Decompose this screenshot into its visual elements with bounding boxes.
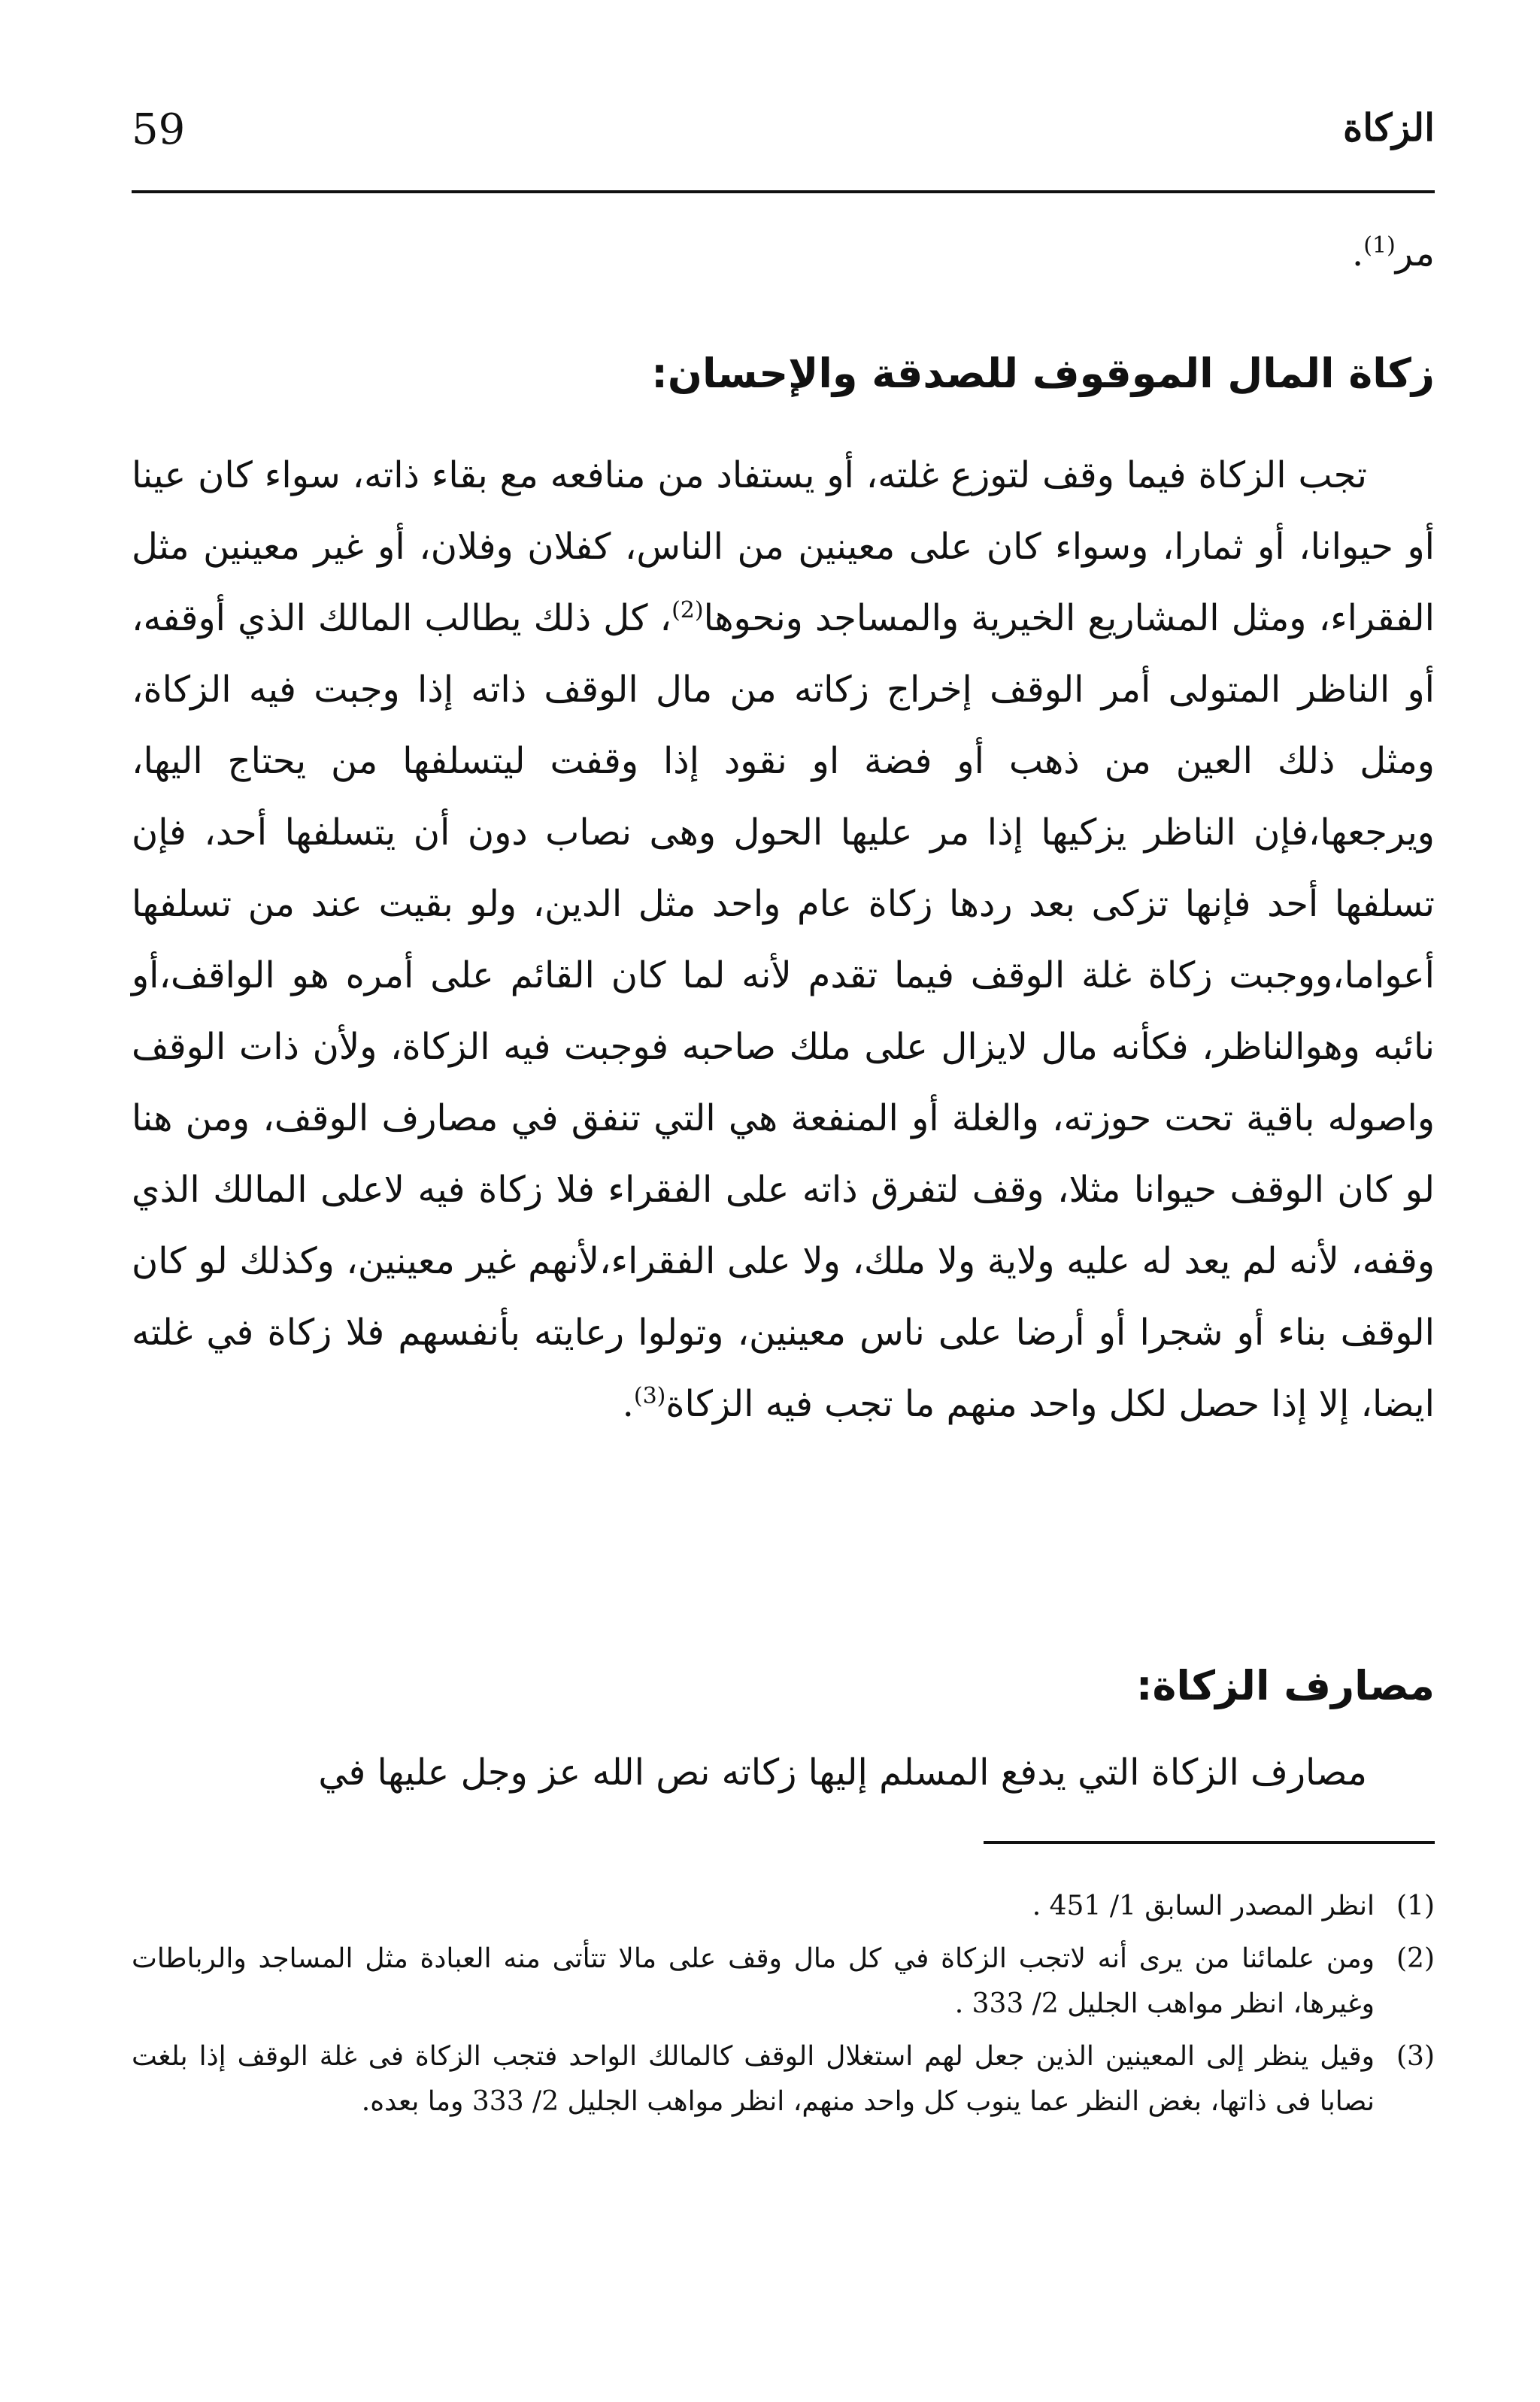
footnote-text: انظر المصدر السابق 1/ 451 . bbox=[1032, 1891, 1375, 1921]
section-heading-zakat-recipients: مصارف الزكاة: bbox=[1135, 1662, 1435, 1709]
note-reference-3: (3) bbox=[633, 1383, 666, 1409]
note-reference-2: (2) bbox=[671, 597, 704, 623]
header-divider bbox=[132, 190, 1435, 193]
footnote-number: (2) bbox=[1396, 1943, 1435, 1974]
running-title: الزكاة bbox=[1343, 105, 1435, 150]
paragraph-zakat-recipients: مصارف الزكاة التي يدفع المسلم إليها زكاته نص الله عز وجل عليها في bbox=[318, 1751, 1367, 1794]
footnotes bbox=[132, 1884, 1435, 2132]
footnote-item bbox=[132, 2034, 1435, 2124]
footnote-text: ومن علمائنا من يرى أنه لاتجب الزكاة في كل مال وقف على مالا تتأتى منه العبادة مثل المساجد والرباطات وغيرها، انظر مواهب الجليل 2/ 333 . bbox=[132, 1943, 1375, 2019]
footnote-number: (1) bbox=[1396, 1891, 1435, 1921]
footnote-number: (3) bbox=[1396, 2041, 1435, 2072]
note-reference-1: (1) bbox=[1363, 232, 1396, 259]
paragraph-end: . bbox=[622, 1383, 634, 1425]
footnote-text: وقيل ينظر إلى المعينين الذين جعل لهم استغلال الوقف كالمالك الواحد فتجب الزكاة فى غلة الوقف إذا بلغت نصابا فى ذاتها، بغض النظر عما ينوب كل واحد منهم، انظر مواهب الجليل 2/ 333 وما بعده. bbox=[132, 2041, 1375, 2117]
paragraph-text-part2: ، كل ذلك يطالب المالك الذي أوقفه، أو الناظر المتولى أمر الوقف إخراج زكاته من مال الوقف ذاته إذا وجبت فيه الزكاة، ومثل ذلك العين من ذهب أو فضة او نقود إذا وقفت ليتسلفها من يحتاج اليها، ويرجعها،فإن الناظر يزكيها إذا مر عليها الحول وهى نصاب دون أن يتسلفها أحد، فإن تسلفها أحد فإنها تزكى بعد ردها زكاة عام واحد مثل الدين، ولو بقيت عند من تسلفها أعواما،ووجبت زكاة غلة الوقف فيما تقدم لأنه لما كان القائم على أمره هو الواقف،أو نائبه وهوالناظر، فكأنه مال لايزال على ملك صاحبه فوجبت فيه الزكاة، ولأن ذات الوقف واصوله باقية تحت حوزته، والغلة أو المنفعة هي التي تنفق في مصارف الوقف، ومن هنا لو كان الوقف حيوانا مثلا، وقف لتفرق ذاته على الفقراء فلا زكاة فيه لاعلى المالك الذي وقفه، لأنه لم يعد له عليه ولاية ولا ملك، ولا على الفقراء،لأنهم غير معينين، وكذلك لو كان الوقف بناء أو شجرا أو أرضا على ناس معينين، وتولوا رعايته بأنفسهم فلا زكاة في غلته ايضا، إلا إذا حصل لكل واحد منهم ما تجب فيه الزكاة bbox=[132, 597, 1435, 1425]
page-header bbox=[132, 105, 1435, 165]
intro-text: مر bbox=[1395, 232, 1435, 274]
footnote-divider bbox=[984, 1841, 1435, 1844]
paragraph-text-part1: تجب الزكاة فيما وقف لتوزع غلته، أو يستفاد من منافعه مع بقاء ذاته، سواء كان عينا أو حيوانا، أو ثمارا، وسواء كان على معينين من الناس، كفلان وفلان، أو غير معينين مثل الفقراء، ومثل المشاريع الخيرية والمساجد ونحوها bbox=[132, 454, 1435, 639]
section-heading-waqf-zakat: زكاة المال الموقوف للصدقة والإحسان: bbox=[651, 350, 1435, 397]
paragraph-waqf-zakat bbox=[132, 440, 1435, 1440]
intro-end: . bbox=[1352, 232, 1364, 274]
intro-line bbox=[132, 218, 1435, 290]
page-number: 59 bbox=[132, 105, 186, 154]
footnote-item bbox=[132, 1884, 1435, 1929]
footnote-item bbox=[132, 1936, 1435, 2027]
